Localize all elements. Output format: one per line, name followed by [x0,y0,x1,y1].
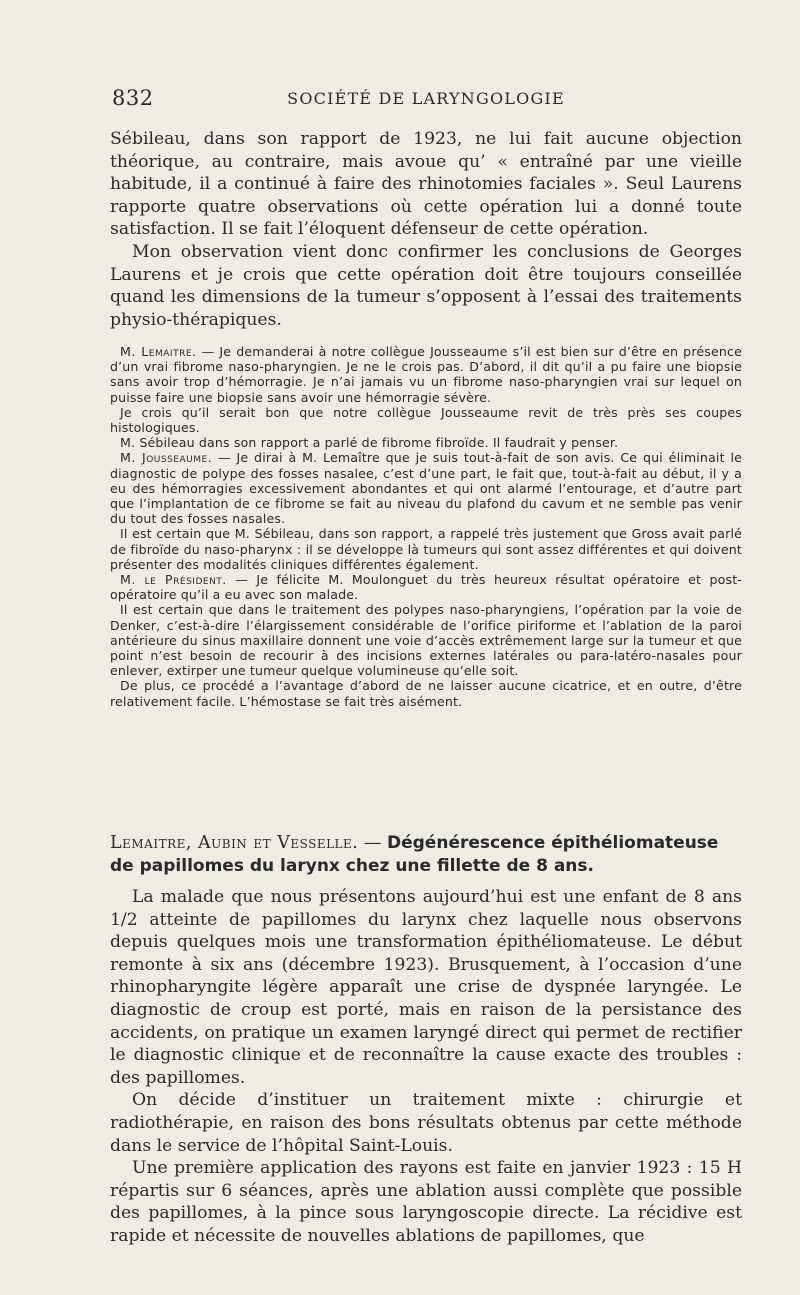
discussion-text: — Je dirai à M. Lemaître que je suis tout-à-fait de son avis. Ce qui éliminait le diagnostic de polype des fosses nasalee, c’est d’une part, le fait que, tout-à-fait au début, il y a eu des hémorragies excessivement abondantes et qui ont alarmé l’entourage, et d’autre part que l’implantation de ce fibrome se fait au niveau du plafond du cavum et ne semble pas venir du tout des fosses nasales. [110,450,742,527]
discussion-paragraph [110,572,742,602]
speaker-name: M. Jousseaume. [120,450,213,466]
discussion-paragraph: Il est certain que dans le traitement des polypes naso-pharyngiens, l’opération par la voie de Denker, c’est-à-dire l’élargissement considérable de l’orifice piriforme et l’ablation de la paroi antérieure du sinus maxillaire donnent une voie d’accès extrêmement large sur la tumeur et que point n’est besoin de recourir à des incisions externes latérales ou para-latéro-nasales pour enlever, extirper une tumeur quelque volumineuse qu’elle soit. [110,602,742,679]
discussion-paragraph: M. Sébileau dans son rapport a parlé de fibrome fibroïde. Il faudrait y penser. [120,435,619,451]
page-number: 832 [112,86,154,110]
intro-section [110,128,742,331]
running-title: SOCIÉTÉ DE LARYNGOLOGIE [287,89,565,108]
body-paragraph-2: On décide d’instituer un traitement mixte : chirurgie et radiothérapie, en raison des bons résultats obtenus par cette méthode dans le service de l’hôpital Saint-Louis. [110,1090,742,1156]
discussion-text: — Je demanderai à notre collègue Jousseaume s’il est bien sur d’être en présence d’un vrai fibrome naso-pharyngien. Je ne le crois pas. D’abord, il dit qu’il a pu faire une biopsie sans avoir trop d’hémorragie. Je n’ai jamais vu un fibrome naso-pharyngien vrai sur lequel on puisse faire une biopsie sans avoir une hémorragie sévère. [110,344,742,405]
discussion-paragraph: Je crois qu’il serait bon que notre collègue Jousseaume revit de très près ses coupes histologiques. [110,404,742,436]
speaker-name: M. Lemaitre. [120,344,197,359]
main-body [110,886,742,1248]
body-paragraph-1: La malade que nous présentons aujourd’hui est une enfant de 8 ans 1/2 atteinte de papillomes du larynx chez laquelle nous observons depuis quelques mois une transformation épithéliomateuse. Le début remonte à six ans (décembre 1923). Brusquement, à l’occasion d’une rhinopharyngite légère apparaît une crise de dyspnée laryngée. Le diagnostic de croup est porté, mais en raison de la persistance des accidents, on pratique un examen laryngé direct qui permet de rectifier le diagnostic clinique et de reconnaître la cause exacte des troubles : des papillomes. [110,887,742,1088]
discussion-paragraph [110,450,742,526]
discussion-paragraph [110,344,742,405]
page-header [112,86,740,114]
section-authors: Lemaitre, Aubin et Vesselle. [110,833,359,853]
section-heading [110,832,742,878]
section-title: Dégénérescence épithéliomateuse de papillomes du larynx chez une fillette de 8 ans. [110,833,719,876]
discussion-paragraph: De plus, ce procédé a l’avantage d’abord de ne laisser aucune cicatrice, et en outre, d’être relativement facile. L’hémostase se fait très aisément. [110,678,742,709]
intro-paragraph-1: Sébileau, dans son rapport de 1923, ne lui fait aucune objection théorique, au contraire, mais avoue qu’ « entraîné par une vieille habitude, il a continué à faire des rhinotomies faciales ». Seul Laurens rapporte quatre observations où cette opération lui a donné toute satisfaction. Il se fait l’éloquent défenseur de cette opération. [110,129,742,240]
discussion-section [110,344,742,709]
discussion-paragraph: Il est certain que M. Sébileau, dans son rapport, a rappelé très justement que Gross avait parlé de fibroïde du naso-pharynx : il se développe là tumeurs qui sont assez différentes et qui doivent présenter des modalités cliniques différentes également. [110,526,742,572]
discussion-text: — Je félicite M. Moulonguet du très heureux résultat opératoire et post-opératoire qu’il a eu avec son malade. [110,572,743,603]
body-paragraph-3: Une première application des rayons est faite en janvier 1923 : 15 H répartis sur 6 séances, après une ablation aussi complète que possible des papillomes, à la pince sous laryngoscopie directe. La récidive est rapide et nécessite de nouvelles ablations de papillomes, que [110,1158,742,1246]
speaker-name: M. le Président. [120,572,227,588]
heading-dash: — [358,833,387,853]
intro-paragraph-2: Mon observation vient donc confirmer les conclusions de Georges Laurens et je crois que cette opération doit être toujours conseillée quand les dimensions de la tumeur s’opposent à l’essai des traitements physio-thérapiques. [110,241,742,330]
